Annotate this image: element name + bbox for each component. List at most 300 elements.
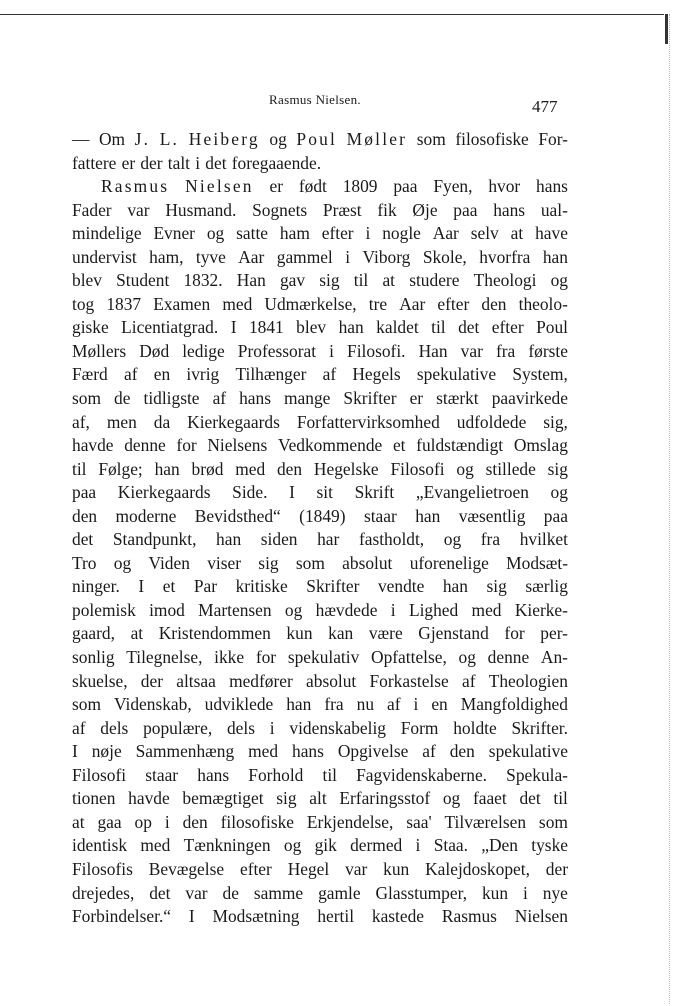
page-corner-mark	[665, 14, 668, 44]
word: væsentlig	[458, 505, 526, 526]
word: medfører	[229, 670, 293, 691]
word: til	[353, 270, 369, 291]
word: han	[442, 576, 468, 597]
word: Videnskab,	[113, 694, 192, 715]
word: at	[72, 811, 85, 832]
word: han	[216, 529, 242, 550]
word: An-	[540, 647, 568, 668]
word: født	[298, 176, 327, 197]
word: er	[121, 152, 136, 173]
word: i	[345, 246, 351, 267]
text-line	[72, 552, 568, 576]
word: nøje	[91, 741, 122, 762]
word: af	[212, 388, 227, 409]
text-line	[72, 787, 568, 811]
word: Aar	[238, 246, 265, 267]
word: Licentiatgrad.	[121, 317, 219, 338]
word: har	[317, 529, 340, 550]
word: drejedes,	[72, 882, 135, 903]
word: og	[284, 599, 303, 620]
word: et	[162, 576, 176, 597]
word: spekulativ	[287, 647, 360, 668]
word: bemægtiget	[182, 788, 264, 809]
word: da	[153, 411, 171, 432]
word: blev	[296, 317, 327, 338]
word: af	[124, 364, 138, 385]
word: for	[255, 647, 277, 668]
word: gamle	[318, 882, 361, 903]
word: sig	[319, 270, 340, 291]
word: have	[535, 223, 568, 244]
word: men	[106, 411, 137, 432]
word: alt	[309, 788, 327, 809]
word: Modsæt-	[506, 552, 568, 573]
word: som	[72, 694, 101, 715]
word: filosofiske	[220, 811, 295, 832]
word: det	[72, 529, 94, 550]
text-line	[72, 128, 568, 152]
word: hans	[493, 199, 526, 220]
body-text	[72, 128, 568, 929]
word: Om	[98, 129, 126, 149]
word: Skrift	[354, 482, 395, 503]
word: Skrifter	[343, 388, 397, 409]
word: faaet	[472, 788, 507, 809]
word: Bevægelse	[148, 858, 225, 879]
word: var	[127, 199, 150, 220]
word: og	[206, 223, 225, 244]
word: Poul	[536, 317, 568, 338]
word: spekulative	[488, 741, 568, 762]
word: den	[449, 741, 475, 762]
word: af	[461, 670, 476, 691]
word: efter	[321, 223, 354, 244]
word: Kalejdoskopet,	[425, 858, 530, 879]
word: gammel	[276, 246, 333, 267]
word: den	[182, 811, 208, 832]
word: paa	[453, 199, 478, 220]
word: gaard,	[72, 623, 115, 644]
word: kaldet	[376, 317, 419, 338]
word: en	[153, 364, 171, 385]
text-line	[72, 387, 568, 411]
word: den	[72, 505, 98, 526]
word: Aar	[399, 293, 426, 314]
word: sig	[276, 788, 297, 809]
word: kun	[481, 882, 509, 903]
text-line	[72, 717, 568, 741]
word: Nielsen	[514, 906, 568, 927]
word: Student	[116, 270, 170, 291]
text-line	[72, 199, 568, 223]
word: første	[528, 340, 568, 361]
word: gav	[279, 270, 306, 291]
text-line	[72, 316, 568, 340]
text-line	[72, 528, 568, 552]
word: undervist	[72, 246, 137, 267]
word: af	[72, 717, 86, 738]
word: og	[113, 552, 132, 573]
word: Aar	[432, 223, 459, 244]
text-line	[72, 411, 568, 435]
word: Sognets	[252, 199, 308, 220]
word: et	[392, 435, 406, 456]
word: Viden	[148, 552, 190, 573]
word: hvilket	[519, 529, 568, 550]
text-line	[72, 670, 568, 694]
word: 1841	[248, 317, 284, 338]
word: brød	[191, 458, 224, 479]
text-line	[72, 175, 568, 199]
word: stillede	[485, 458, 536, 479]
word: for	[176, 435, 197, 456]
word: og	[443, 529, 462, 550]
word: og	[456, 458, 474, 479]
word: Han	[236, 270, 266, 291]
word: giske	[72, 317, 109, 338]
word: Martensen	[198, 599, 272, 620]
word: Fagvidenskaberne.	[356, 764, 488, 785]
word: Tilhænger	[235, 364, 307, 385]
word: hans	[536, 176, 568, 197]
word: hævdede	[315, 599, 378, 620]
text-line	[72, 905, 568, 929]
word: kritiske	[235, 576, 288, 597]
word: af	[322, 364, 337, 385]
word: nogle	[382, 223, 421, 244]
word: udfoldede	[456, 411, 527, 432]
word: Gjenstand	[418, 623, 489, 644]
word: Skrifter	[306, 576, 360, 597]
word: kastede	[371, 906, 425, 927]
word: talt	[167, 152, 191, 173]
word: Husmand.	[165, 199, 237, 220]
word: det	[519, 788, 541, 809]
word: Forbindelser.“	[72, 906, 172, 927]
word: nu	[356, 694, 375, 715]
word: Opgivelse	[337, 741, 409, 762]
word: er	[409, 388, 424, 409]
word: fattere	[72, 152, 117, 173]
word: I	[289, 482, 295, 503]
word: Skole,	[422, 246, 467, 267]
word: der	[140, 152, 163, 173]
word: som	[295, 552, 325, 573]
word: Standpunkt,	[112, 529, 197, 550]
word: videnskabelig	[289, 717, 386, 738]
word: der	[545, 858, 568, 879]
word: Fyen,	[433, 176, 473, 197]
word: hertil	[317, 906, 355, 927]
word: holdte	[453, 717, 497, 738]
word: Evner	[153, 223, 195, 244]
word: Fader	[72, 199, 112, 220]
word: de	[114, 388, 131, 409]
word: Hegelske	[313, 458, 379, 479]
word: Forhold	[248, 764, 304, 785]
word: i	[365, 223, 371, 244]
word: selv	[470, 223, 499, 244]
word: spekulative	[416, 364, 497, 385]
running-head: Rasmus Nielsen.	[269, 92, 361, 107]
word: Theologi	[473, 270, 537, 291]
word: den	[276, 458, 303, 479]
word: og	[283, 835, 302, 856]
word: at	[382, 270, 396, 291]
word: populære,	[143, 717, 213, 738]
word: med	[248, 741, 279, 762]
text-line	[72, 246, 568, 270]
word: ual-	[540, 199, 568, 220]
word: siden	[260, 529, 298, 550]
word: Mangfoldighed	[460, 694, 568, 715]
word: Lighed	[408, 599, 459, 620]
word: altsaa	[176, 670, 216, 691]
word: i	[415, 835, 421, 856]
word: Sammenhæng	[135, 741, 235, 762]
word: som	[538, 811, 568, 832]
word: Bevidsthed“	[194, 505, 281, 526]
word: Forkastelse	[369, 670, 449, 691]
word: ivrig	[186, 364, 220, 385]
text-line	[72, 858, 568, 882]
word: til	[72, 458, 87, 479]
word: gaa	[97, 811, 122, 832]
word: Øje	[412, 199, 438, 220]
word: (1849)	[299, 505, 346, 526]
word: kun	[286, 623, 313, 644]
word: hans	[239, 388, 271, 409]
word: og	[550, 482, 568, 503]
word: hvor	[488, 176, 521, 197]
text-line	[72, 575, 568, 599]
word: særlig	[525, 576, 568, 597]
word: Modsætning	[212, 906, 300, 927]
word: Udmærkelse,	[264, 293, 357, 314]
word: at	[130, 623, 144, 644]
text-line	[72, 293, 568, 317]
word: Kristendommen	[158, 623, 271, 644]
word: fastholdt,	[358, 529, 425, 550]
word: efter	[491, 317, 524, 338]
word: 1837	[106, 293, 142, 314]
word: være	[368, 623, 403, 644]
word: havde	[72, 435, 114, 456]
word: i	[164, 811, 170, 832]
word: Han	[418, 340, 448, 361]
word: Professorat	[237, 340, 317, 361]
word: havde	[128, 788, 170, 809]
word: Opfattelse,	[371, 647, 447, 668]
word: tog	[72, 293, 95, 314]
text-line	[72, 481, 568, 505]
word: staar	[363, 505, 397, 526]
word: Følge;	[98, 458, 143, 479]
word: System,	[512, 364, 568, 385]
word: Side.	[232, 482, 268, 503]
word: per-	[540, 623, 568, 644]
word: gik	[314, 835, 337, 856]
word: I	[72, 741, 78, 762]
word: ledige	[182, 340, 225, 361]
word: nye	[542, 882, 568, 903]
word: Skrifter.	[511, 717, 568, 738]
word: i	[195, 152, 201, 173]
text-line	[72, 693, 568, 717]
word: denne	[124, 435, 166, 456]
word: sit	[316, 482, 333, 503]
word: fra	[324, 694, 344, 715]
word: Omslag	[513, 435, 568, 456]
word: han	[415, 505, 441, 526]
word: Spekula-	[506, 764, 568, 785]
text-line	[72, 340, 568, 364]
word: Erfaringsstof	[339, 788, 431, 809]
text-line	[72, 740, 568, 764]
word: Færd	[72, 364, 108, 385]
word: samme	[253, 882, 304, 903]
word: som	[416, 129, 446, 149]
word: Kierkegaards	[117, 482, 211, 503]
word: af	[422, 741, 436, 762]
word: tidligste	[143, 388, 200, 409]
word: Vedkommende	[277, 435, 383, 456]
word: og	[458, 647, 476, 668]
word: hans	[197, 764, 230, 785]
word: fik	[377, 199, 397, 220]
word: Forfattervirksomhed	[296, 411, 440, 432]
page-edge	[669, 14, 670, 1004]
word: de	[222, 882, 239, 903]
word: viser	[207, 552, 242, 573]
word: blev	[72, 270, 102, 291]
word: paa	[543, 505, 568, 526]
word: dels	[100, 717, 129, 738]
word: i	[269, 717, 275, 738]
word: vendte	[377, 576, 425, 597]
page-number: 477	[532, 97, 558, 116]
word: med	[235, 458, 266, 479]
word: satte	[236, 223, 269, 244]
word: til	[431, 317, 446, 338]
word: identisk	[72, 835, 128, 856]
word: til	[322, 764, 337, 785]
word: For-	[538, 129, 568, 149]
word: sig	[547, 458, 568, 479]
word: var	[460, 340, 483, 361]
word: han	[542, 246, 568, 267]
word: Viborg	[362, 246, 411, 267]
word: fra	[495, 340, 516, 361]
word: imod	[149, 599, 185, 620]
word: med	[140, 835, 171, 856]
word: Tilværelsen	[444, 811, 527, 832]
word: uforenelige	[409, 552, 489, 573]
word: Hegels	[352, 364, 401, 385]
word: kan	[328, 623, 354, 644]
word: med	[471, 599, 502, 620]
word: Par	[193, 576, 218, 597]
word: tyske	[531, 835, 568, 856]
word: fra	[480, 529, 501, 550]
word: denne	[487, 647, 530, 668]
word: og	[550, 270, 568, 291]
word: han	[154, 458, 180, 479]
word: studere	[409, 270, 460, 291]
word: paa	[72, 482, 97, 503]
word: og	[442, 788, 461, 809]
word: var	[345, 858, 368, 879]
word: i	[329, 340, 334, 361]
word: I	[188, 906, 195, 927]
word: i	[390, 599, 396, 620]
word: stærkt	[436, 388, 479, 409]
word: moderne	[115, 505, 177, 526]
word: Filosofi	[390, 458, 445, 479]
word: Kierke-	[514, 599, 568, 620]
word: Rasmus	[101, 176, 170, 197]
top-rule	[0, 14, 664, 15]
word: Død	[139, 340, 170, 361]
word: Filosofi	[72, 764, 127, 785]
word: ninger.	[72, 576, 120, 597]
word: efter	[437, 293, 470, 314]
word: Staa.	[433, 835, 468, 856]
word: Examen	[153, 293, 211, 314]
word: for	[504, 623, 525, 644]
word: J.	[134, 129, 151, 149]
word: mindelige	[72, 223, 142, 244]
word: paa	[393, 176, 418, 197]
word: ikke	[214, 647, 245, 668]
word: der	[140, 670, 163, 691]
word: det	[149, 882, 171, 903]
text-line	[72, 622, 568, 646]
word: han	[338, 317, 364, 338]
word: saa'	[406, 811, 432, 832]
word: polemisk	[72, 599, 136, 620]
word: i	[413, 694, 419, 715]
text-line	[72, 882, 568, 906]
word: er	[269, 176, 284, 197]
word: ham	[279, 223, 310, 244]
word: Kierkegaards	[187, 411, 280, 432]
word: Hegel	[287, 858, 330, 879]
word: det	[205, 152, 227, 173]
word: L.	[159, 129, 180, 149]
word: op	[134, 811, 152, 832]
word: Nielsens	[207, 435, 268, 456]
word: Tro	[72, 552, 97, 573]
text-line	[72, 764, 568, 788]
text-line	[72, 811, 568, 835]
word: kun	[383, 858, 410, 879]
word: dels	[226, 717, 255, 738]
word: Theologien	[488, 670, 568, 691]
word: med	[222, 293, 253, 314]
word: det	[458, 317, 480, 338]
word: Glasstumper,	[375, 882, 468, 903]
word: Nielsen	[185, 176, 254, 197]
word: filosofiske	[455, 129, 529, 149]
text-line	[72, 152, 568, 176]
text-line	[72, 434, 568, 458]
word: hvorfra	[479, 246, 531, 267]
word: Præst	[322, 199, 362, 220]
word: ham,	[149, 246, 184, 267]
word: —	[72, 129, 90, 149]
word: Møller	[346, 129, 408, 149]
